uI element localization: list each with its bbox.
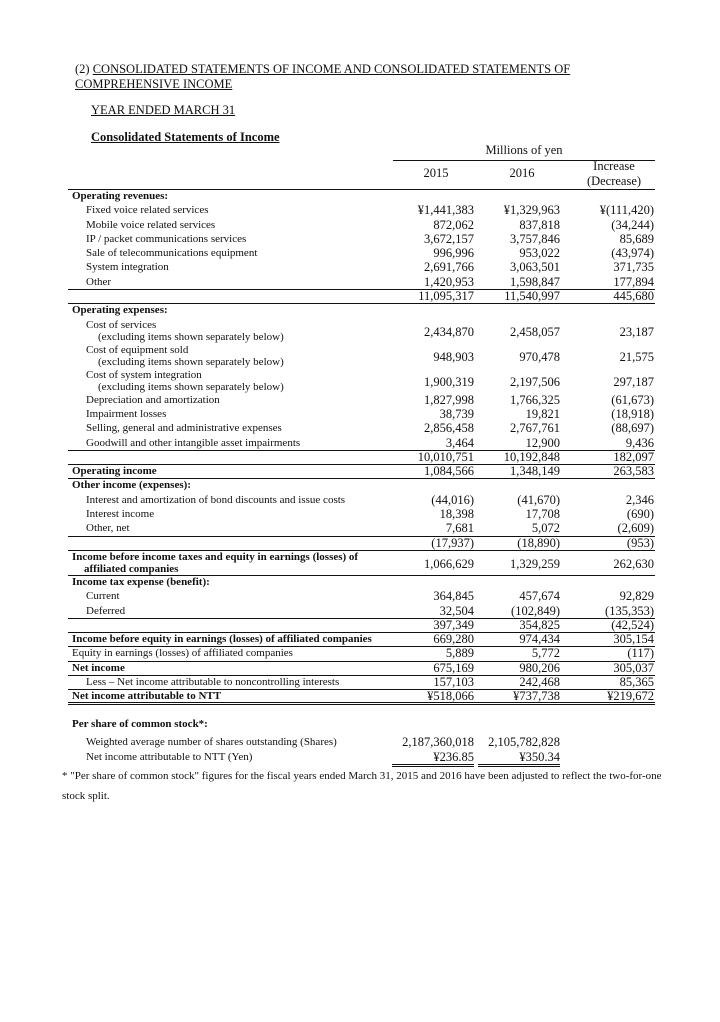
row-label-text: Interest and amortization of bond discounts and issue costs xyxy=(86,493,346,506)
column-2015: 2015 xyxy=(423,166,449,180)
value-2016: 953,022 xyxy=(519,246,560,261)
row-label-continuation: (excluding items shown separately below) xyxy=(98,380,284,393)
value-change: (117) xyxy=(627,646,654,661)
table-row xyxy=(68,619,655,633)
table-row xyxy=(68,190,655,204)
row-label xyxy=(86,344,284,368)
table-row xyxy=(68,422,655,436)
row-label-text: Goodwill and other intangible asset impairments xyxy=(86,436,301,449)
row-label-text: Current xyxy=(86,590,120,603)
row-label-text: Other, net xyxy=(86,522,130,535)
value-2016: 1,348,149 xyxy=(510,464,560,479)
value-2016: 12,900 xyxy=(525,435,560,450)
value-2016: 11,540,997 xyxy=(504,289,560,304)
value-change: (42,524) xyxy=(611,617,654,632)
table-row xyxy=(68,662,655,676)
value-change: ¥(111,420) xyxy=(599,203,654,218)
value-change: (2,609) xyxy=(617,521,654,536)
row-label xyxy=(86,422,282,435)
row-label xyxy=(86,494,345,507)
row-label xyxy=(86,437,300,450)
row-label xyxy=(86,261,169,274)
value-change: 23,187 xyxy=(619,324,654,339)
value-change: (135,353) xyxy=(605,603,654,618)
value-2016: 3,063,501 xyxy=(510,260,560,275)
row-label-continuation: affiliated companies xyxy=(84,562,179,575)
value-change: 182,097 xyxy=(613,449,654,464)
value-2016: 5,072 xyxy=(531,521,560,536)
value-2016: 1,598,847 xyxy=(510,274,560,289)
table-row xyxy=(68,394,655,408)
row-label-text: Cost of equipment sold xyxy=(86,343,189,356)
value-change: (34,244) xyxy=(611,217,654,232)
row-label-text: IP / packet communications services xyxy=(86,232,247,245)
row-label xyxy=(86,219,215,232)
value-2015: 3,464 xyxy=(445,435,474,450)
row-label xyxy=(72,647,293,660)
value-2016: 3,757,846 xyxy=(510,231,560,246)
value-change: 371,735 xyxy=(613,260,654,275)
row-label xyxy=(86,319,284,343)
table-row xyxy=(68,319,655,344)
row-label-continuation: (excluding items shown separately below) xyxy=(98,355,284,368)
value-2016: 2,767,761 xyxy=(510,421,560,436)
value-2015: 364,845 xyxy=(433,589,474,604)
value-change: ¥219,672 xyxy=(607,689,654,704)
value-change: (953) xyxy=(626,535,654,550)
row-label xyxy=(72,551,358,575)
row-label xyxy=(86,676,339,689)
value-change: 92,829 xyxy=(619,589,654,604)
row-label xyxy=(72,479,191,492)
table-row xyxy=(68,408,655,422)
table-row xyxy=(68,261,655,275)
row-label-text: Other income (expenses): xyxy=(72,479,191,492)
row-label-text: Mobile voice related services xyxy=(86,218,216,231)
row-label xyxy=(86,522,130,535)
value-2015: 1,900,319 xyxy=(424,374,474,389)
row-label-text: Income before equity in earnings (losses) of affiliated companies xyxy=(72,633,372,646)
value-2016: ¥737,738 xyxy=(513,689,560,704)
value-change: 85,689 xyxy=(619,231,654,246)
table-row xyxy=(68,576,655,590)
value-change: (43,974) xyxy=(611,246,654,261)
row-label-text: Interest income xyxy=(86,508,155,521)
row-label xyxy=(86,605,125,618)
table-row xyxy=(68,605,655,619)
footnote: * "Per share of common stock" figures for the fiscal years ended March 31, 2015 and 2016 have been adjusted to reflect the two-for-one stock split. xyxy=(62,770,662,802)
value-2015: 2,691,766 xyxy=(424,260,474,275)
value-2015: 10,010,751 xyxy=(417,449,474,464)
value-2015: 675,169 xyxy=(433,660,474,675)
table-row xyxy=(68,451,655,465)
value-2015: 397,349 xyxy=(433,617,474,632)
value-2016: 2,458,057 xyxy=(510,324,560,339)
row-label xyxy=(86,590,120,603)
value-2016: 2,197,506 xyxy=(510,374,560,389)
row-label xyxy=(86,394,220,407)
row-label-text: Other xyxy=(86,275,112,288)
value-change: 9,436 xyxy=(625,435,654,450)
value-2015: 2,856,458 xyxy=(424,421,474,436)
value-2016: 970,478 xyxy=(519,349,560,364)
row-label xyxy=(72,662,125,675)
value-2015: 996,996 xyxy=(433,246,474,261)
row-label-text: Depreciation and amortization xyxy=(86,393,220,406)
value-2015: 669,280 xyxy=(433,632,474,647)
table-row xyxy=(68,204,655,218)
value-change: 297,187 xyxy=(613,374,654,389)
table-row xyxy=(68,551,655,576)
per-share-title: Per share of common stock*: xyxy=(72,718,208,730)
column-change-line1: Increase xyxy=(593,159,635,173)
row-label-text: Sale of telecommunications equipment xyxy=(86,247,258,260)
value-2016: 5,772 xyxy=(531,646,560,661)
unit-label: Millions of yen xyxy=(393,143,655,161)
value-change: 262,630 xyxy=(613,556,654,571)
table-row xyxy=(68,465,655,479)
value-2016: 457,674 xyxy=(519,589,560,604)
per-share-section xyxy=(68,718,655,765)
row-label-text: Income tax expense (benefit): xyxy=(72,575,210,588)
value-2016: 19,821 xyxy=(525,406,560,421)
value-change: 85,365 xyxy=(619,675,654,690)
row-label xyxy=(86,508,154,521)
row-label xyxy=(72,633,372,646)
table-row xyxy=(68,690,655,704)
value-2016: (102,849) xyxy=(511,603,560,618)
column-change-line2: (Decrease) xyxy=(586,174,642,188)
value-2015: 2,434,870 xyxy=(424,324,474,339)
row-label xyxy=(72,465,157,478)
row-label: Weighted average number of shares outstanding (Shares) xyxy=(86,736,337,748)
value-2015: 1,827,998 xyxy=(424,392,474,407)
value-2015: ¥518,066 xyxy=(427,689,474,704)
value-change: 21,575 xyxy=(619,349,654,364)
value-2015: 2,187,360,018 xyxy=(402,735,474,749)
row-label-continuation: (excluding items shown separately below) xyxy=(98,330,284,343)
section-title: CONSOLIDATED STATEMENTS OF INCOME AND CONSOLIDATED STATEMENTS OF COMPREHENSIVE INCOME xyxy=(75,62,571,91)
row-label-text: Impairment losses xyxy=(86,407,167,420)
row-label xyxy=(72,690,221,703)
value-change: (690) xyxy=(626,507,654,522)
value-2016: 974,434 xyxy=(519,632,560,647)
row-label xyxy=(72,190,168,203)
value-2016: 2,105,782,828 xyxy=(488,735,560,749)
row-label xyxy=(86,369,284,393)
value-2015: ¥236.85 xyxy=(392,751,474,767)
per-share-row xyxy=(68,736,655,751)
value-2016: 837,818 xyxy=(519,217,560,232)
row-label-text: Net income xyxy=(72,661,125,674)
table-row xyxy=(68,437,655,451)
statement-title: Consolidated Statements of Income xyxy=(91,130,280,144)
section-number: (2) xyxy=(75,62,93,76)
table-row xyxy=(68,508,655,522)
row-label-text: Income before income taxes and equity in earnings (losses) of xyxy=(72,550,359,563)
column-change xyxy=(574,159,654,189)
table-row xyxy=(68,522,655,536)
row-label-text: Less – Net income attributable to noncontrolling interests xyxy=(86,676,340,689)
value-change: 305,154 xyxy=(613,632,654,647)
value-2015: 7,681 xyxy=(445,521,474,536)
row-label xyxy=(86,233,246,246)
value-2016: 354,825 xyxy=(519,617,560,632)
row-label-text: Equity in earnings (losses) of affiliated companies xyxy=(72,647,293,660)
value-2015: 872,062 xyxy=(433,217,474,232)
table-row xyxy=(68,647,655,661)
per-share-row xyxy=(68,751,655,766)
value-2015: 18,398 xyxy=(439,507,474,522)
value-change: (18,918) xyxy=(611,406,654,421)
table-row xyxy=(68,247,655,261)
section-heading xyxy=(75,62,655,92)
table-row xyxy=(68,676,655,690)
value-2015: 948,903 xyxy=(433,349,474,364)
value-2015: 11,095,317 xyxy=(418,289,474,304)
period-label: YEAR ENDED MARCH 31 xyxy=(91,103,236,117)
row-label-text: System integration xyxy=(86,261,169,274)
table-row xyxy=(68,233,655,247)
value-change: 177,894 xyxy=(613,274,654,289)
row-label-text: Net income attributable to NTT xyxy=(72,690,222,703)
table-row xyxy=(68,344,655,369)
value-2016: 242,468 xyxy=(519,675,560,690)
row-label xyxy=(86,408,166,421)
table-row xyxy=(68,633,655,647)
value-2015: 3,672,157 xyxy=(424,231,474,246)
value-2016: (18,890) xyxy=(517,535,560,550)
row-label-text: Cost of system integration xyxy=(86,368,202,381)
table-row xyxy=(68,219,655,233)
row-label-text: Operating expenses: xyxy=(72,304,168,317)
value-2016: (41,670) xyxy=(517,492,560,507)
value-2015: 1,066,629 xyxy=(424,556,474,571)
value-2016: 17,708 xyxy=(525,507,560,522)
value-2015: ¥1,441,383 xyxy=(417,203,474,218)
row-label xyxy=(72,576,210,589)
row-label xyxy=(72,304,168,317)
value-2016: 1,766,325 xyxy=(510,392,560,407)
row-label-text: Selling, general and administrative expenses xyxy=(86,422,282,435)
value-2015: 1,420,953 xyxy=(424,274,474,289)
row-label-text: Operating income xyxy=(72,465,157,478)
value-2015: (17,937) xyxy=(431,535,474,550)
row-label xyxy=(86,276,111,289)
row-label-text: Deferred xyxy=(86,604,126,617)
value-change: (88,697) xyxy=(611,421,654,436)
row-label xyxy=(86,204,208,217)
table-row xyxy=(68,479,655,493)
value-change: 305,037 xyxy=(613,660,654,675)
value-2015: 5,889 xyxy=(445,646,474,661)
table-row xyxy=(68,276,655,290)
value-change: 445,680 xyxy=(613,289,654,304)
table-row xyxy=(68,304,655,318)
value-2015: 32,504 xyxy=(439,603,474,618)
row-label-text: Cost of services xyxy=(86,318,157,331)
value-change: (61,673) xyxy=(611,392,654,407)
value-2016: 980,206 xyxy=(519,660,560,675)
income-statement-table xyxy=(68,190,655,705)
row-label: Net income attributable to NTT (Yen) xyxy=(86,750,253,763)
column-2016: 2016 xyxy=(509,166,535,180)
value-change: 2,346 xyxy=(625,492,654,507)
table-row xyxy=(68,290,655,304)
value-2016: ¥350.34 xyxy=(478,751,560,767)
row-label xyxy=(86,247,257,260)
row-label-text: Operating revenues: xyxy=(72,190,169,202)
table-row xyxy=(68,494,655,508)
value-2015: (44,016) xyxy=(431,492,474,507)
table-row xyxy=(68,369,655,394)
value-2015: 1,084,566 xyxy=(424,464,474,479)
value-2016: 10,192,848 xyxy=(503,449,560,464)
value-2016: ¥1,329,963 xyxy=(503,203,560,218)
value-change: 263,583 xyxy=(613,464,654,479)
value-2016: 1,329,259 xyxy=(510,556,560,571)
table-row xyxy=(68,537,655,551)
per-share-title-row xyxy=(68,718,655,736)
value-2015: 38,739 xyxy=(439,406,474,421)
value-2015: 157,103 xyxy=(433,675,474,690)
row-label-text: Fixed voice related services xyxy=(86,204,209,217)
table-row xyxy=(68,590,655,604)
